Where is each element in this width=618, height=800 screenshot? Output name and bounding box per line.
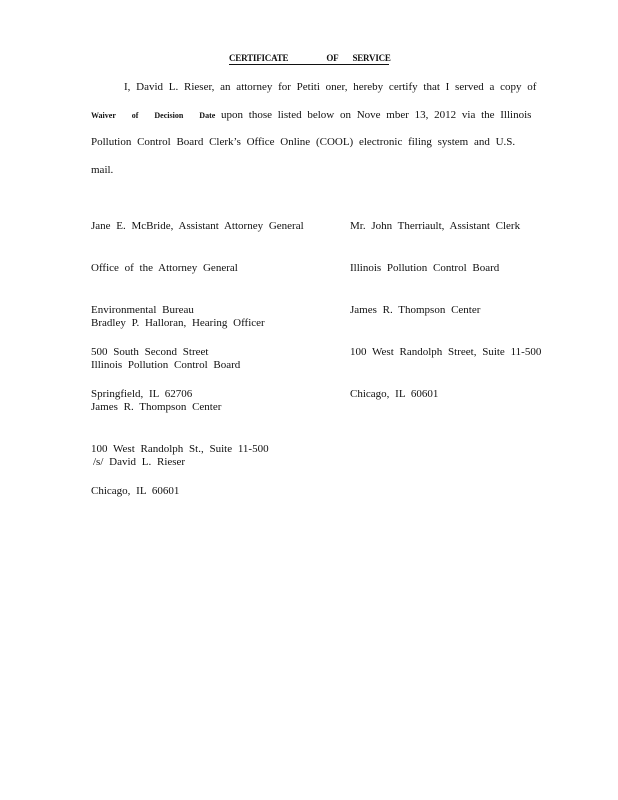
address-line: James R. Thompson Center [91, 401, 222, 413]
address-line: 100 West Randolph St., Suite 11-500 [91, 443, 269, 455]
signature-line: /s/ David L. Rieser [93, 456, 186, 468]
body-line-1: I, David L. Rieser, an attorney for Petiti oner, hereby certify that I served a copy of [124, 81, 537, 93]
address-line: Environmental Bureau [91, 304, 194, 316]
address-line: Illinois Pollution Control Board [91, 359, 241, 371]
recipient-address-block [350, 191, 541, 429]
address-line: Office of the Attorney General [91, 262, 238, 274]
body-line-2 [91, 108, 531, 123]
title-word: OF [326, 53, 339, 63]
certificate-title [229, 52, 389, 65]
address-line: James R. Thompson Center [350, 304, 481, 316]
address-line: Springfield, IL 62706 [91, 388, 193, 400]
address-line: 500 South Second Street [91, 346, 209, 358]
document-name: Waiver of Decision Date [91, 111, 216, 120]
address-line: Jane E. McBride, Assistant Attorney General [91, 220, 304, 232]
recipient-address-block [91, 288, 269, 526]
body-line-2-text: upon those listed below on Nove mber 13, 2012 via the Illinois [215, 109, 532, 121]
address-line: Chicago, IL 60601 [350, 388, 439, 400]
address-line: Bradley P. Halloran, Hearing Officer [91, 317, 265, 329]
address-line: 100 West Randolph Street, Suite 11-500 [350, 346, 542, 358]
body-line-4: mail. [91, 164, 114, 176]
address-line: Chicago, IL 60601 [91, 485, 180, 497]
body-line-3: Pollution Control Board Clerk’s Office Online (COOL) electronic filing system and U.S. [91, 136, 516, 148]
address-line: Mr. John Therriault, Assistant Clerk [350, 220, 521, 232]
title-word: CERTIFICATE [229, 53, 289, 63]
title-word: SERVICE [352, 53, 391, 63]
address-line: Illinois Pollution Control Board [350, 262, 500, 274]
